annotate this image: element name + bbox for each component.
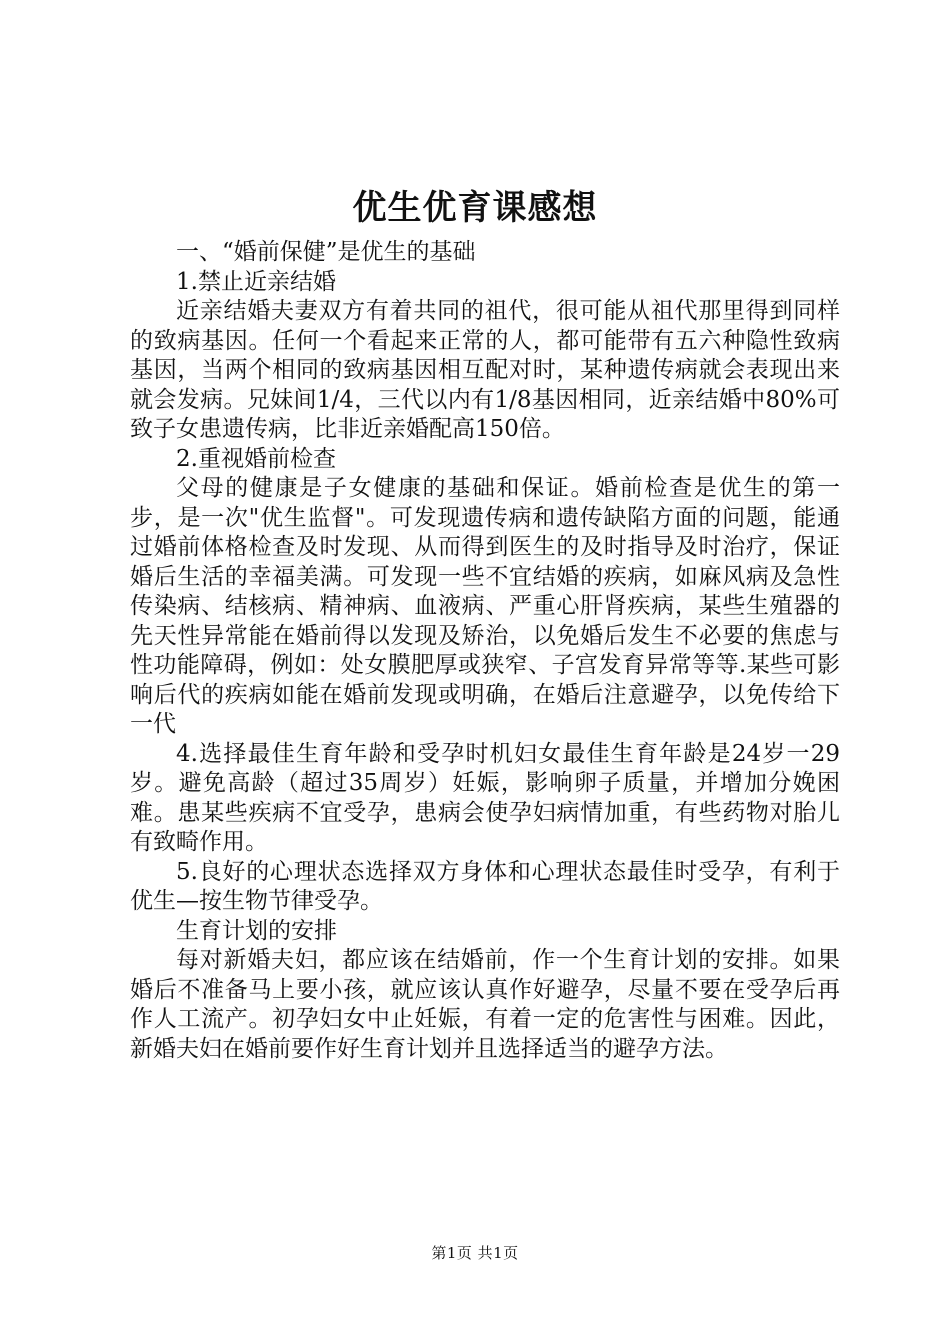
subheading-birth-plan: 生育计划的安排	[176, 917, 337, 944]
paragraph-psychological-state: 5.良好的心理状态选择双方身体和心理状态最佳时受孕，有利于优生—按生物节律受孕。	[130, 858, 840, 914]
paragraph-best-childbearing-age: 4.选择最佳生育年龄和受孕时机妇女最佳生育年龄是24岁一29岁。避免高龄（超过35周岁）妊娠，影响卵子质量，并增加分娩困难。患某些疾病不宜受孕，患病会使孕妇病情加重，有些药物对胎儿有致畸作用。	[130, 740, 840, 855]
document-body	[130, 238, 840, 1064]
paragraph-birth-plan: 每对新婚夫妇，都应该在结婚前，作一个生育计划的安排。如果婚后不准备马上要小孩，就应该认真作好避孕，尽量不要在受孕后再作人工流产。初孕妇女中止妊娠，有着一定的危害性与困难。因此，新婚夫妇在婚前要作好生育计划并且选择适当的避孕方法。	[130, 947, 840, 1062]
page-footer: 第1页 共1页	[431, 1244, 519, 1262]
paragraph-premarital-checkup: 父母的健康是子女健康的基础和保证。婚前检查是优生的第一步，是一次"优生监督"。可发现遗传病和遗传缺陷方面的问题，能通过婚前体格检查及时发现、从而得到医生的及时指导及时治疗，保证婚后生活的幸福美满。可发现一些不宜结婚的疾病，如麻风病及急性传染病、结核病、精神病、血液病、严重心肝肾疾病，某些生殖器的先天性异常能在婚前得以发现及矫治，以免婚后发生不必要的焦虑与性功能障碍，例如：处女膜肥厚或狭窄、子宫发育异常等等.某些可影响后代的疾病如能在婚前发现或明确，在婚后注意避孕，以免传给下一代	[130, 475, 840, 737]
document-title: 优生优育课感想	[352, 188, 598, 228]
section-heading-premarital-care: 一、“婚前保健”是优生的基础	[176, 239, 476, 265]
subheading-premarital-checkup: 2.重视婚前检查	[176, 445, 336, 472]
paragraph-consanguineous-marriage: 近亲结婚夫妻双方有着共同的祖代，很可能从祖代那里得到同样的致病基因。任何一个看起来正常的人，都可能带有五六种隐性致病基因，当两个相同的致病基因相互配对时，某种遗传病就会表现出来就会发病。兄妹间1/4，三代以内有1/8基因相同，近亲结婚中80%可致子女患遗传病，比非近亲婚配高150倍。	[130, 298, 840, 442]
subheading-prohibit-consanguineous-marriage: 1.禁止近亲结婚	[176, 268, 336, 295]
